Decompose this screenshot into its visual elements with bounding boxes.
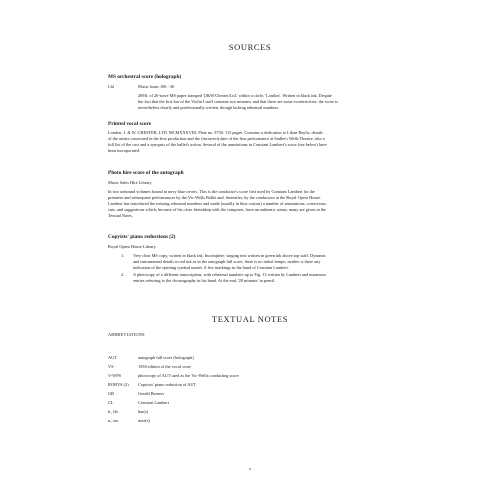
copyist-item-line: and instrumental details in red ink as in the autograph full score, there is no initial tempo, neither is there any	[133, 259, 321, 265]
copyist-item-line: indication of the opening cymbal smash. A few markings in the hand of Constant Lambert.	[133, 265, 289, 271]
photo-hire-line: Textual Notes.	[108, 213, 133, 219]
photo-hire-line: Lambert has introduced the missing rehearsal numbers and made (usually in blue crayon) a number of annotations, corrections,	[108, 201, 327, 207]
abbrev-key: ROHVS (2)	[108, 382, 129, 387]
abbrev-key: V-WPS	[108, 373, 121, 378]
abbrev-key: b., bb.	[108, 409, 119, 414]
copyist-item-line: entries referring to the choreography in his hand. At the end, '28 minutes' in pencil.	[133, 278, 276, 284]
printed-vocal-description	[108, 130, 390, 154]
photo-hire-line: In two unbound volumes bound in navy blue covers. This is the conductor's score first used by Constant Lambert for the	[108, 189, 315, 194]
abbrev-value: 1938 edition of the vocal score	[138, 364, 192, 369]
abbrev-value: Gerald Berners	[138, 391, 165, 396]
abbrev-key: AUT	[108, 355, 117, 360]
textual-notes-title: TEXTUAL NOTES	[211, 314, 289, 324]
printed-vocal-line: London, J. & W. CHESTER, LTD. MCMXXXVIII. Plate no. 9750. 115 pages. Contains a dedication to Lilian Baylis, details	[108, 130, 323, 135]
ms-score-line: the fact that the first bar of the Violin I staff contains two minutes, and that there are some eccentricities; the score is	[138, 99, 338, 105]
abbrev-value: Constant Lambert	[138, 400, 169, 405]
ms-score-line: 269ff. of 20-stave MS paper stamped '[J&W/Chester/Ltd.' within a circle, 'London'. Written in black ink. Despite	[138, 93, 332, 98]
printed-vocal-line: of the artists concerned in the first production and the (incorrect) date of the first performance at Sadler's Wells Theatre, also a	[108, 136, 325, 142]
abbrev-key: VS	[108, 364, 114, 369]
photo-hire-line: premiere and subsequent performances by the Vic-Wells Ballet and, thereafter, by the conductors at the Royal Opera House.	[108, 195, 322, 201]
printed-vocal-line: been incorporated.	[108, 148, 140, 154]
copyist-item	[133, 272, 395, 284]
abbrev-value: Copyists' piano reduction of AUT	[138, 382, 197, 387]
copyist-item-line: Very clear MS copy, written in black ink. Incomplete: singing text written in green ink above top staff. Dynamic	[133, 253, 326, 258]
abbrev-value: photocopy of AUT used as the Vic-Wells conducting score	[138, 373, 239, 378]
abbrev-value: autograph full score (holograph)	[138, 355, 194, 360]
abbrev-key: n., nn.	[108, 418, 119, 423]
copyist-item-line: A photocopy of a different transcription, with rehearsal numbers up to Fig. 13 written by Lambert and numerous	[133, 272, 327, 277]
ms-score-description	[138, 93, 400, 111]
copyists-heading: Copyists' piano reductions (2)	[108, 234, 176, 240]
abbrev-value: note(s)	[138, 418, 150, 423]
page-number: x	[248, 466, 252, 471]
ms-score-library-key: Lhl	[108, 84, 114, 89]
abbreviations-heading: ABBREVIATIONS	[108, 332, 145, 337]
ms-score-location: Music loans 106 - 30	[138, 84, 175, 89]
copyists-location: Royal Opera House Library	[108, 244, 156, 249]
sources-title: SOURCES	[228, 42, 272, 52]
abbrev-value: bar(s)	[138, 409, 149, 414]
abbrev-key: GB	[108, 391, 114, 396]
photo-hire-heading: Photo hire score of the autograph	[108, 170, 184, 176]
copyist-item	[133, 253, 395, 271]
photo-hire-line: cuts, and suggestions which, because of his close friendship with the composer, have an authentic status; many are given in the	[108, 207, 327, 213]
printed-vocal-line: full list of the cast and a synopsis of the ballet's action. Several of the annotations in Constant Lambert's score (see below) have	[108, 142, 327, 148]
copyist-item-number: 1.	[121, 253, 125, 258]
abbrev-key: CL	[108, 400, 114, 405]
ms-score-heading: MS orchestral score (holograph)	[108, 74, 182, 80]
printed-vocal-heading: Printed vocal score	[108, 121, 152, 127]
photo-hire-description	[108, 189, 390, 219]
ms-score-line: nevertheless clearly and professionally written, though lacking rehearsal numbers.	[138, 105, 280, 111]
photo-hire-location: Music Sales Hire Library	[108, 180, 152, 185]
copyist-item-number: 2.	[121, 272, 125, 277]
